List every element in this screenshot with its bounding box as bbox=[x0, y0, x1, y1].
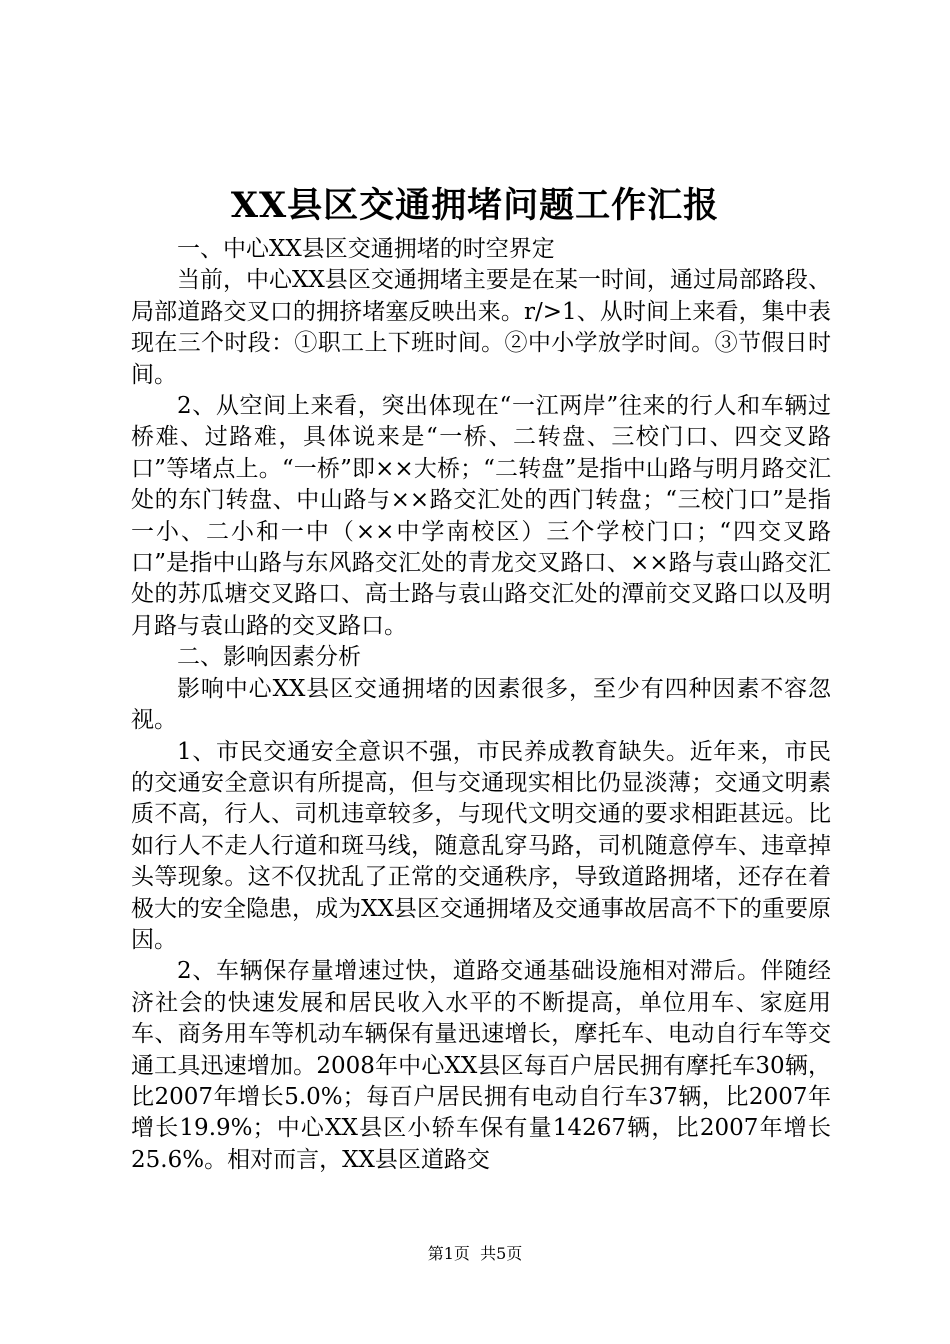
paragraph: 1、市民交通安全意识不强，市民养成教育缺失。近年来，市民的交通安全意识有所提高，但与交通现实相比仍显淡薄；交通文明素质不高，行人、司机违章较多，与现代文明交通的要求相距甚远。比如行人不走人行道和斑马线，随意乱穿马路，司机随意停车、违章掉头等现象。这不仅扰乱了正常的交通秩序，导致道路拥堵，还存在着极大的安全隐患，成为XX县区交通拥堵及交通事故居高不下的重要原因。 bbox=[131, 738, 831, 953]
section-heading-2: 二、影响因素分析 bbox=[177, 644, 361, 671]
paragraph: 当前，中心XX县区交通拥堵主要是在某一时间，通过局部路段、局部道路交叉口的拥挤堵塞反映出来。r/>1、从时间上来看，集中表现在三个时段：①职工上下班时间。②中小学放学时间。③节假日时间。 bbox=[131, 267, 831, 388]
page-footer: 第1页 共5页 bbox=[427, 1244, 523, 1263]
document-body bbox=[131, 234, 831, 1176]
document-title: XX县区交通拥堵问题工作汇报 bbox=[230, 185, 720, 226]
section-heading-1: 一、中心XX县区交通拥堵的时空界定 bbox=[177, 236, 555, 262]
paragraph: 2、从空间上来看，突出体现在“一江两岸”往来的行人和车辆过桥难、过路难，具体说来是“一桥、二转盘、三校门口、四交叉路口”等堵点上。“一桥”即××大桥；“二转盘”是指中山路与明月路交汇处的东门转盘、中山路与××路交汇处的西门转盘；“三校门口”是指一小、二小和一中（××中学南校区）三个学校门口；“四交叉路口”是指中山路与东风路交汇处的青龙交叉路口、××路与袁山路交汇处的苏瓜塘交叉路口、高士路与袁山路交汇处的潭前交叉路口以及明月路与袁山路的交叉路口。 bbox=[131, 393, 831, 639]
paragraph: 影响中心XX县区交通拥堵的因素很多，至少有四种因素不容忽视。 bbox=[131, 675, 831, 734]
paragraph: 2、车辆保存量增速过快，道路交通基础设施相对滞后。伴随经济社会的快速发展和居民收入水平的不断提高，单位用车、家庭用车、商务用车等机动车辆保有量迅速增长，摩托车、电动自行车等交通工具迅速增加。2008年中心XX县区每百户居民拥有摩托车30辆，比2007年增长5.0%；每百户居民拥有电动自行车37辆，比2007年增长19.9%；中心XX县区小轿车保有量14267辆，比2007年增长25.6%。相对而言，XX县区道路交 bbox=[131, 958, 831, 1173]
